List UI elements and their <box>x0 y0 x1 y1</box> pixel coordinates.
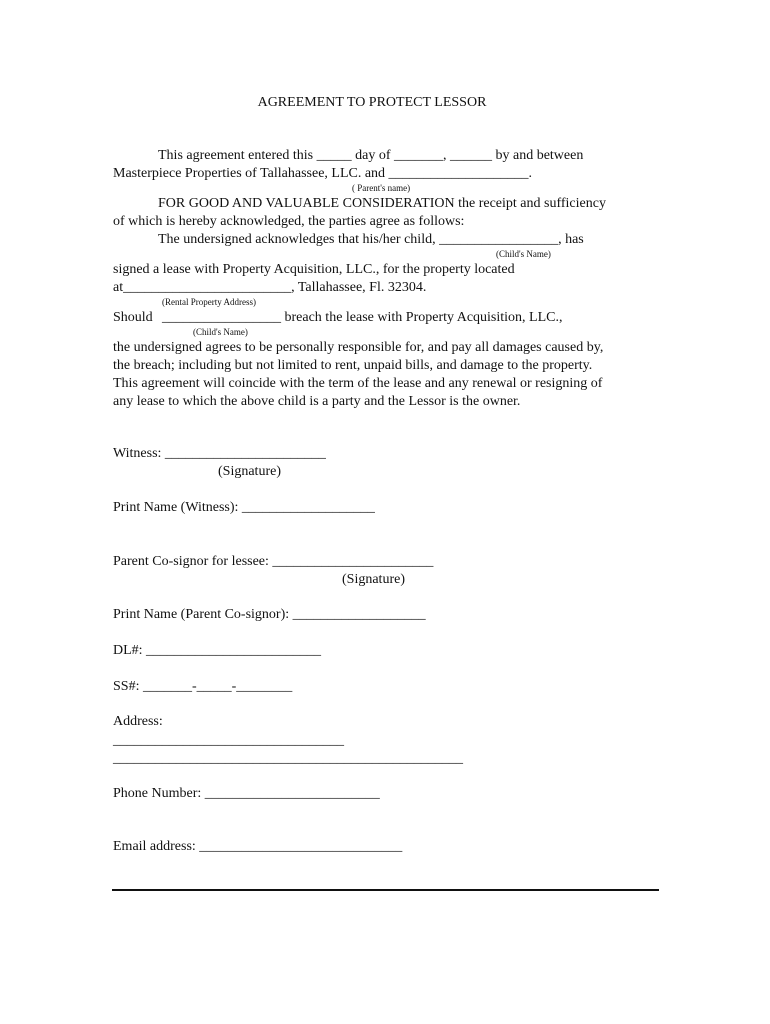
witness-signature-caption: (Signature) <box>218 464 281 479</box>
responsibility-line: the undersigned agrees to be personally responsible for, and pay all damages caused by, <box>113 340 604 355</box>
child-ack-line: The undersigned acknowledges that his/her child, _________________, has <box>158 232 584 247</box>
lessor-line: any lease to which the above child is a party and the Lessor is the owner. <box>113 394 521 409</box>
address-field-line-2[interactable]: __________________________________________________ <box>113 751 463 766</box>
bottom-divider <box>112 889 659 891</box>
intro-line: This agreement entered this _____ day of _______, ______ by and between <box>158 148 584 163</box>
acknowledged-line: of which is hereby acknowledged, the parties agree as follows: <box>113 214 465 229</box>
witness-print-name-field[interactable]: Print Name (Witness): ___________________ <box>113 500 375 515</box>
ss-number-field[interactable]: SS#: _______-_____-________ <box>113 679 293 694</box>
term-line: This agreement will coincide with the term of the lease and any renewal or resigning of <box>113 376 603 391</box>
breach-detail-line: the breach; including but not limited to rent, unpaid bills, and damage to the property. <box>113 358 593 373</box>
address-label: Address: <box>113 714 163 729</box>
parent-signature-caption: (Signature) <box>342 572 405 587</box>
parent-print-name-field[interactable]: Print Name (Parent Co-signor): ___________________ <box>113 607 426 622</box>
witness-signature-field[interactable]: Witness: _______________________ <box>113 446 326 461</box>
address-line: at________________________, Tallahassee, Fl. 32304. <box>113 280 427 295</box>
child-name-caption-2: (Child's Name) <box>193 327 248 337</box>
parent-name-caption: ( Parent's name) <box>352 183 411 193</box>
consideration-line: FOR GOOD AND VALUABLE CONSIDERATION the receipt and sufficiency <box>158 196 606 211</box>
child-name-caption: (Child's Name) <box>496 249 551 259</box>
email-address-field[interactable]: Email address: _____________________________ <box>113 839 403 854</box>
lease-line: signed a lease with Property Acquisition, LLC., for the property located <box>113 262 515 277</box>
parent-cosigner-signature-field[interactable]: Parent Co-signor for lessee: _______________________ <box>113 554 434 569</box>
rental-address-caption: (Rental Property Address) <box>162 297 256 307</box>
parties-line: Masterpiece Properties of Tallahassee, LLC. and ____________________. <box>113 166 533 181</box>
should-word: Should <box>113 310 153 325</box>
document-title: AGREEMENT TO PROTECT LESSOR <box>257 95 487 110</box>
phone-number-field[interactable]: Phone Number: _________________________ <box>113 786 380 801</box>
address-field-line-1[interactable]: _________________________________ <box>113 733 344 748</box>
breach-line: _________________ breach the lease with Property Acquisition, LLC., <box>162 310 563 325</box>
dl-number-field[interactable]: DL#: _________________________ <box>113 643 322 658</box>
